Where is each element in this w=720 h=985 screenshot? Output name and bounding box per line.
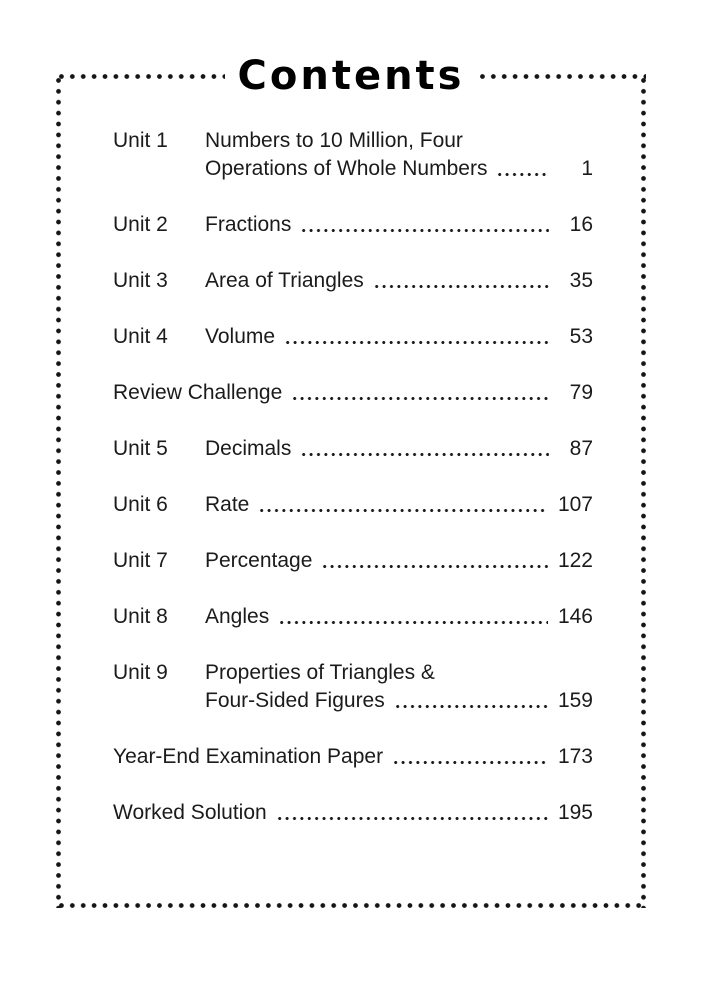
toc-entry-leader-line (205, 267, 593, 295)
toc-entry (113, 743, 593, 771)
toc-entry-leader-line (205, 323, 593, 351)
toc-entry-title: Volume (205, 325, 276, 348)
toc-entry-body (205, 547, 593, 575)
toc-entry-unit-label: Unit 3 (113, 269, 168, 292)
toc-entry-body (205, 211, 593, 239)
toc-entry-body (205, 323, 593, 351)
toc-entry-leader-line (205, 603, 593, 631)
dot-leader (274, 799, 548, 827)
toc-entry (113, 379, 593, 407)
toc-list (113, 127, 593, 827)
toc-entry-page-number: 53 (569, 325, 593, 348)
dotted-border-left (56, 75, 61, 908)
toc-entry-title: Percentage (205, 549, 313, 572)
dot-leader (282, 323, 549, 351)
toc-entry-body (205, 603, 593, 631)
dot-leader (319, 547, 548, 575)
dotted-border-right (641, 75, 646, 908)
toc-entry-body (205, 267, 593, 295)
toc-entry (113, 659, 593, 715)
dot-leader (276, 603, 548, 631)
toc-entry-title: Year-End Examination Paper (113, 745, 384, 768)
dot-leader (298, 435, 549, 463)
toc-entry-page-number: 79 (569, 381, 593, 404)
toc-entry-body (113, 743, 593, 771)
toc-entry-title: Four-Sided Figures (205, 689, 385, 712)
toc-entry-body (113, 799, 593, 827)
toc-entry-page-number: 35 (569, 269, 593, 292)
dotted-border-top-right (477, 74, 646, 79)
toc-entry (113, 799, 593, 827)
toc-entry-unit-label: Unit 2 (113, 213, 168, 236)
toc-entry-body (113, 379, 593, 407)
toc-entry-title: Review Challenge (113, 381, 283, 404)
toc-entry-title: Area of Triangles (205, 269, 364, 292)
toc-entry-leader-line (205, 435, 593, 463)
toc-entry-body (205, 491, 593, 519)
toc-entry-body (205, 659, 593, 715)
toc-entry-page-number: 146 (557, 605, 593, 628)
toc-entry (113, 323, 593, 351)
toc-entry-title: Decimals (205, 437, 292, 460)
dot-leader (392, 687, 548, 715)
toc-entry-leader-line (205, 491, 593, 519)
toc-entry-leader-line (205, 687, 593, 715)
dot-leader (298, 211, 549, 239)
page-title: Contents (237, 53, 465, 99)
toc-entry-title: Numbers to 10 Million, Four (205, 129, 463, 152)
toc-entry-page-number: 1 (581, 157, 593, 180)
toc-entry (113, 603, 593, 631)
toc-entry-title: Worked Solution (113, 801, 267, 824)
toc-entry-unit-label: Unit 8 (113, 605, 168, 628)
toc-entry (113, 267, 593, 295)
dotted-border-bottom (56, 903, 646, 908)
dot-leader (371, 267, 549, 295)
toc-entry-page-number: 87 (569, 437, 593, 460)
toc-entry-page-number: 159 (557, 689, 593, 712)
toc-entry-leader-line (113, 379, 593, 407)
toc-entry-page-number: 195 (557, 801, 593, 824)
dot-leader (289, 379, 549, 407)
dotted-border-top-left (56, 74, 225, 79)
dot-leader (390, 743, 548, 771)
toc-entry-title: Properties of Triangles & (205, 661, 435, 684)
dot-leader (256, 491, 548, 519)
toc-entry (113, 127, 593, 183)
toc-entry (113, 547, 593, 575)
toc-entry-body (205, 127, 593, 183)
toc-entry-unit-label: Unit 5 (113, 437, 168, 460)
toc-entry-unit-label: Unit 6 (113, 493, 168, 516)
toc-entry-title: Rate (205, 493, 250, 516)
toc-entry-page-number: 16 (569, 213, 593, 236)
page-header (56, 49, 646, 103)
toc-entry-leader-line (205, 211, 593, 239)
toc-entry (113, 435, 593, 463)
toc-entry-unit-label: Unit 9 (113, 661, 168, 684)
toc-entry-page-number: 122 (557, 549, 593, 572)
toc-entry-unit-label: Unit 1 (113, 129, 168, 152)
toc-entry-unit-label: Unit 4 (113, 325, 168, 348)
toc-entry-page-number: 107 (557, 493, 593, 516)
toc-entry (113, 491, 593, 519)
toc-entry-title: Operations of Whole Numbers (205, 157, 488, 180)
toc-entry-leader-line (205, 547, 593, 575)
toc-entry-title: Fractions (205, 213, 292, 236)
toc-entry-page-number: 173 (557, 745, 593, 768)
toc-entry-unit-label: Unit 7 (113, 549, 168, 572)
toc-entry-leader-line (205, 155, 593, 183)
toc-entry-leader-line (113, 799, 593, 827)
dot-leader (494, 155, 549, 183)
toc-entry-body (205, 435, 593, 463)
toc-entry-title: Angles (205, 605, 270, 628)
toc-entry-leader-line (113, 743, 593, 771)
toc-entry (113, 211, 593, 239)
